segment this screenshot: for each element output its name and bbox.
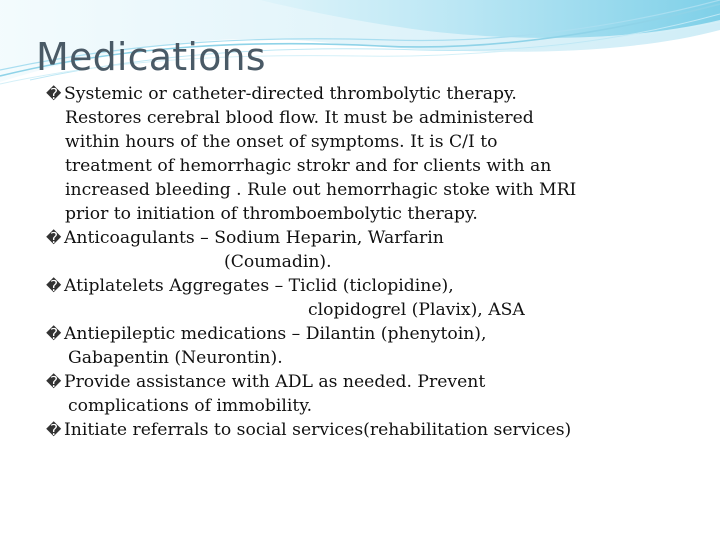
line-text: clopidogrel (Plavix), ASA bbox=[308, 300, 525, 320]
line-text: (Coumadin). bbox=[224, 252, 332, 272]
line-text: treatment of hemorrhagic strokr and for clients with an bbox=[65, 156, 552, 176]
bullet-item bbox=[46, 418, 706, 442]
line-text: Antiepileptic medications – Dilantin (phenytoin), bbox=[64, 324, 487, 344]
continuation-line bbox=[46, 250, 706, 274]
line-text: increased bleeding . Rule out hemorrhagic stoke with MRI bbox=[65, 180, 577, 200]
line-text: within hours of the onset of symptoms. It is C/I to bbox=[65, 132, 498, 152]
continuation-line bbox=[46, 394, 706, 418]
continuation-line bbox=[46, 298, 706, 322]
continuation-line bbox=[46, 178, 706, 202]
continuation-line bbox=[46, 106, 706, 130]
line-text: Atiplatelets Aggregates – Ticlid (ticlopidine), bbox=[64, 276, 454, 296]
slide-body bbox=[46, 82, 706, 442]
line-text: Systemic or catheter-directed thrombolytic therapy. bbox=[64, 84, 517, 104]
bullet-item bbox=[46, 226, 706, 250]
line-text: Initiate referrals to social services(rehabilitation services) bbox=[64, 420, 572, 440]
line-text: prior to initiation of thromboembolytic therapy. bbox=[65, 204, 478, 224]
continuation-line bbox=[46, 130, 706, 154]
continuation-line bbox=[46, 202, 706, 226]
line-text: Provide assistance with ADL as needed. Prevent bbox=[64, 372, 486, 392]
bullet-glyph: � bbox=[46, 421, 62, 439]
line-text: complications of immobility. bbox=[68, 396, 313, 416]
continuation-line bbox=[46, 346, 706, 370]
bullet-item bbox=[46, 370, 706, 394]
bullet-glyph: � bbox=[46, 277, 62, 295]
bullet-glyph: � bbox=[46, 85, 62, 103]
slide-title: Medications bbox=[36, 35, 266, 79]
bullet-item bbox=[46, 322, 706, 346]
bullet-item bbox=[46, 82, 706, 106]
bullet-item bbox=[46, 274, 706, 298]
bullet-glyph: � bbox=[46, 229, 62, 247]
bullet-glyph: � bbox=[46, 373, 62, 391]
line-text: Restores cerebral blood flow. It must be administered bbox=[65, 108, 534, 128]
line-text: Gabapentin (Neurontin). bbox=[68, 348, 283, 368]
continuation-line bbox=[46, 154, 706, 178]
line-text: Anticoagulants – Sodium Heparin, Warfarin bbox=[64, 228, 444, 248]
bullet-glyph: � bbox=[46, 325, 62, 343]
